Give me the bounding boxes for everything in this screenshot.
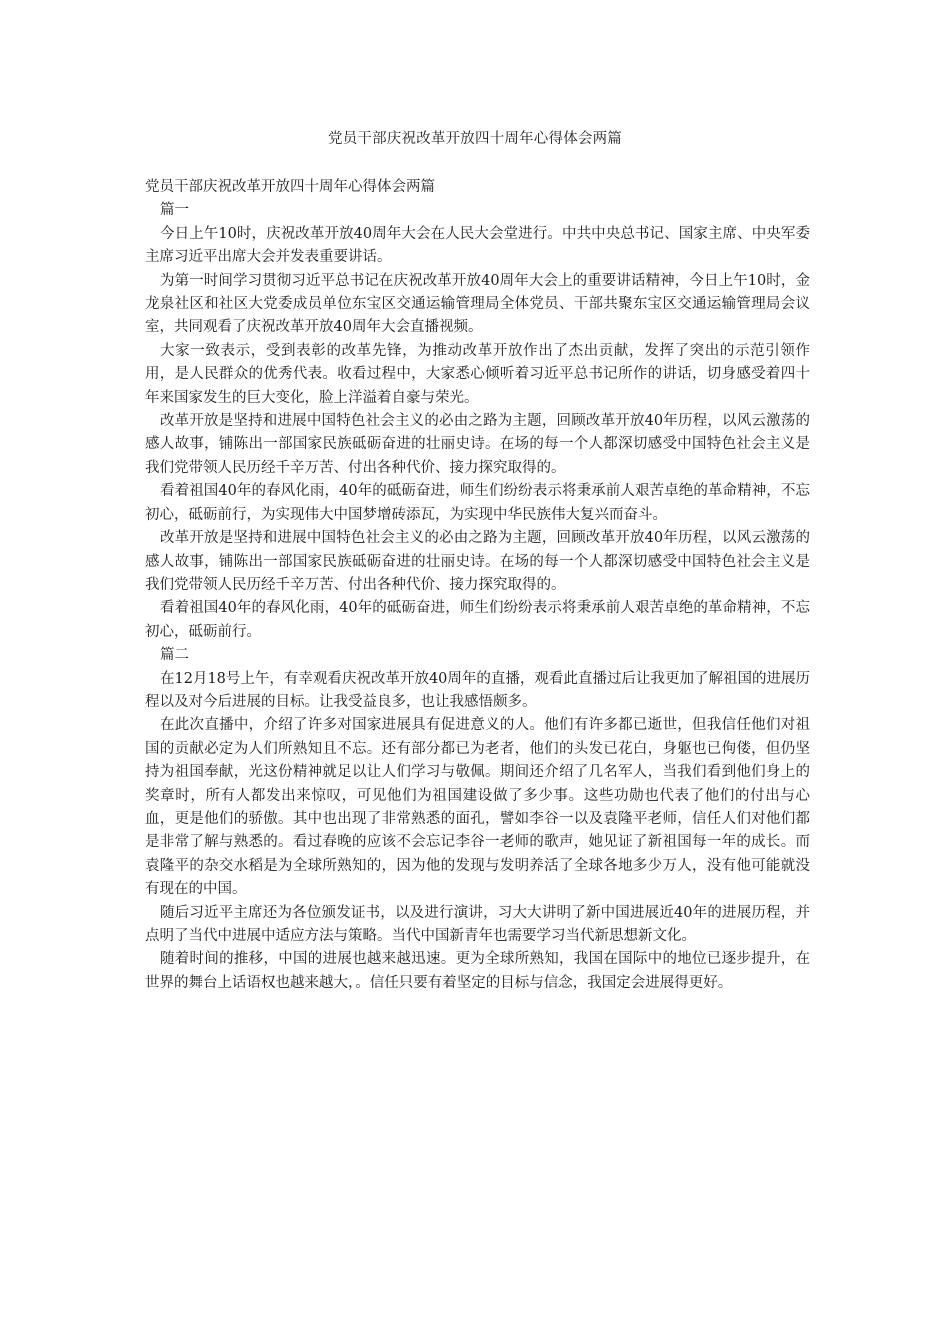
paragraph: 改革开放是坚持和进展中国特色社会主义的必由之路为主题，回顾改革开放40年历程，以风云激荡的感人故事，铺陈出一部国家民族砥砺奋进的壮丽史诗。在场的每一个人都深切感受中国特色社会主义是我们党带领人民历经千辛万苦、付出各种代价、接力探究取得的。 <box>145 530 810 593</box>
paragraph: 看着祖国40年的春风化雨，40年的砥砺奋进，师生们纷纷表示将秉承前人艰苦卓绝的革命精神，不忘初心，砥砺前行。 <box>145 600 810 640</box>
paragraph: 随着时间的推移，中国的进展也越来越迅速。更为全球所熟知，我国在国际中的地位已逐步提升，在世界的舞台上话语权也越来越大，。信任只要有着坚定的目标与信念，我国定会进展得更好。 <box>145 951 810 991</box>
paragraph: 为第一时间学习贯彻习近平总书记在庆祝改革开放40周年大会上的重要讲话精神，今日上午10时，金龙泉社区和社区大党委成员单位东宝区交通运输管理局全体党员、干部共聚东宝区交通运输管理局会议室，共同观看了庆祝改革开放40周年大会直播视频。 <box>145 272 810 336</box>
document-subtitle: 党员干部庆祝改革开放四十周年心得体会两篇 <box>145 179 435 195</box>
paragraph: 改革开放是坚持和进展中国特色社会主义的必由之路为主题，回顾改革开放40年历程，以风云激荡的感人故事，铺陈出一部国家民族砥砺奋进的壮丽史诗。在场的每一个人都深切感受中国特色社会主义是我们党带领人民历经千辛万苦、付出各种代价、接力探究取得的。 <box>145 413 810 476</box>
section-heading-1: 篇一 <box>160 202 189 219</box>
paragraph: 大家一致表示，受到表彰的改革先锋，为推动改革开放作出了杰出贡献，发挥了突出的示范引领作用，是人民群众的优秀代表。收看过程中，大家悉心倾听着习近平总书记所作的讲话，切身感受着四十年来国家发生的巨大变化，脸上洋溢着自豪与荣光。 <box>145 342 810 406</box>
document-title: 党员干部庆祝改革开放四十周年心得体会两篇 <box>328 131 622 147</box>
paragraph: 今日上午10时，庆祝改革开放40周年大会在人民大会堂进行。中共中央总书记、国家主席、中央军委主席习近平出席大会并发表重要讲话。 <box>145 225 810 266</box>
paragraph: 随后习近平主席还为各位颁发证书，以及进行演讲，习大大讲明了新中国进展近40年的进展历程，并点明了当代中进展中适应方法与策略。当代中国新青年也需要学习当代新思想新文化。 <box>145 904 810 944</box>
paragraph: 在此次直播中，介绍了许多对国家进展具有促进意义的人。他们有许多都已逝世，但我信任他们对祖国的贡献必定为人们所熟知且不忘。还有部分都已为老者，他们的头发已花白，身躯也已佝偻，但仍坚持为祖国奉献，光这份精神就足以让人们学习与敬佩。期间还介绍了几名军人，当我们看到他们身上的奖章时，所有人都发出来惊叹，可见他们为祖国建设做了多少事。这些功勋也代表了他们的付出与心血，更是他们的骄傲。其中也出现了非常熟悉的面孔，譬如李谷一以及袁隆平老师，信任人们对他们都是非常了解与熟悉的。看过春晚的应该不会忘记李谷一老师的歌声，她见证了新祖国每一年的成长。而袁隆平的杂交水稻是为全球所熟知的，因为他的发现与发明养活了全球各地多少万人，没有他可能就没有现在的中国。 <box>145 717 810 898</box>
document-body <box>145 176 810 995</box>
section-heading-2: 篇二 <box>160 647 189 664</box>
paragraph: 看着祖国40年的春风化雨，40年的砥砺奋进，师生们纷纷表示将秉承前人艰苦卓绝的革命精神，不忘初心，砥砺前行，为实现伟大中国梦增砖添瓦，为实现中华民族伟大复兴而奋斗。 <box>145 483 810 523</box>
paragraph: 在12月18号上午，有幸观看庆祝改革开放40周年的直播，观看此直播过后让我更加了解祖国的进展历程以及对今后进展的目标。让我受益良多，也让我感悟颇多。 <box>145 670 810 710</box>
